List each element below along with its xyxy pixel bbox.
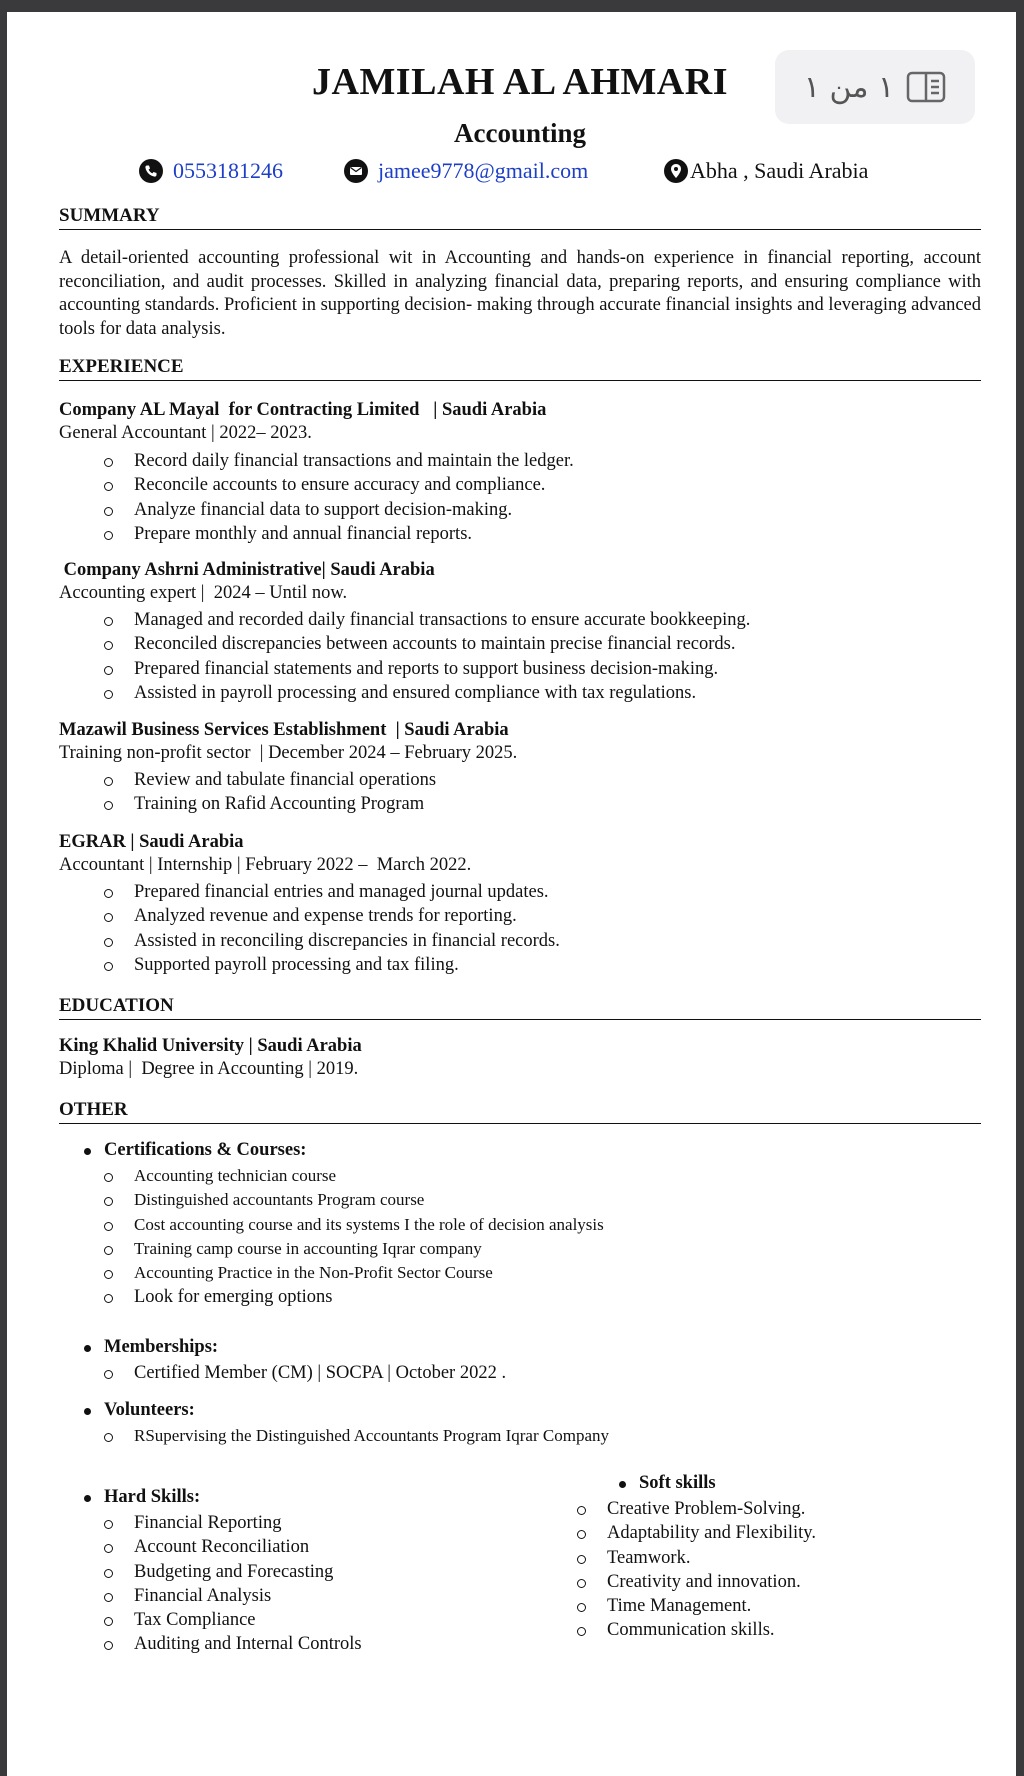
candidate-role: Accounting [453, 118, 586, 148]
list-item: Budgeting and Forecasting [104, 1560, 362, 1584]
phone-icon [139, 159, 163, 183]
list-item: Managed and recorded daily financial transactions to ensure accurate bookkeeping. [104, 608, 750, 632]
list-item: Prepare monthly and annual financial reports. [104, 522, 574, 546]
job-title: Company AL Mayal for Contracting Limited | Saudi Arabia [59, 400, 547, 420]
email-address[interactable]: jamee9778@gmail.com [378, 158, 589, 183]
list-item: Assisted in reconciling discrepancies in financial records. [104, 929, 560, 953]
job-bullets [104, 880, 560, 977]
list-item: Analyze financial data to support decision-making. [104, 498, 574, 522]
list-item: RSupervising the Distinguished Accountants Program Iqrar Company [104, 1424, 609, 1448]
email-icon [344, 159, 368, 183]
experience-heading: EXPERIENCE [59, 356, 981, 381]
list-item: Distinguished accountants Program course [104, 1188, 604, 1212]
list-item: Prepared financial statements and reports to support business decision-making. [104, 657, 750, 681]
degree-text: Diploma | Degree in Accounting | 2019. [59, 1059, 359, 1079]
location-pin-icon [664, 159, 688, 183]
list-item: Teamwork. [577, 1546, 816, 1570]
list-item: Accounting Practice in the Non-Profit Sector Course [104, 1261, 604, 1285]
list-item: Review and tabulate financial operations [104, 768, 436, 792]
job-subtitle: Accountant | Internship | February 2022 – March 2022. [59, 855, 472, 875]
hard-skills-list [104, 1511, 362, 1657]
soft-skills-list [577, 1497, 816, 1643]
page-indicator-label: ١ من ١ [803, 69, 895, 105]
resume-page [7, 12, 1016, 1776]
phone-number[interactable]: 0553181246 [173, 158, 283, 183]
list-item: Creative Problem-Solving. [577, 1497, 816, 1521]
list-item: Certified Member (CM) | SOCPA | October 2022 . [104, 1361, 506, 1385]
soft-skills-heading: Soft skills [594, 1473, 716, 1494]
job-bullets [104, 449, 574, 546]
location-text: Abha , Saudi Arabia [690, 158, 869, 183]
list-item: Training camp course in accounting Iqrar company [104, 1237, 604, 1261]
list-item: Assisted in payroll processing and ensured compliance with tax regulations. [104, 681, 750, 705]
list-item: Analyzed revenue and expense trends for reporting. [104, 904, 560, 928]
volunteers-list [104, 1424, 609, 1448]
list-item: Training on Rafid Accounting Program [104, 792, 436, 816]
phone-contact[interactable] [139, 158, 283, 184]
job-title: Company Ashrni Administrative| Saudi Arabia [59, 560, 435, 580]
email-contact[interactable] [344, 158, 588, 184]
summary-text: A detail-oriented accounting professional wit in Accounting and hands-on experience in financial reporting, account reconciliation, and audit processes. Skilled in analyzing financial data, preparing reports, and ensuring compliance with accounting standards. Proficient in supporting decision- making through accurate financial insights and leveraging advanced tools for data analysis. [59, 248, 981, 339]
list-item: Account Reconciliation [104, 1535, 362, 1559]
job-subtitle: Accounting expert | 2024 – Until now. [59, 583, 348, 603]
list-item: Prepared financial entries and managed journal updates. [104, 880, 560, 904]
job-title: Mazawil Business Services Establishment | Saudi Arabia [59, 720, 509, 740]
summary-heading: SUMMARY [59, 205, 981, 230]
list-item: Supported payroll processing and tax filing. [104, 953, 560, 977]
education-heading: EDUCATION [59, 995, 981, 1020]
memberships-list [104, 1361, 506, 1385]
list-item: Accounting technician course [104, 1164, 604, 1188]
list-item: Financial Analysis [104, 1584, 362, 1608]
hard-skills-heading: Hard Skills: [59, 1487, 200, 1508]
job-title: EGRAR | Saudi Arabia [59, 832, 244, 852]
list-item: Communication skills. [577, 1618, 816, 1642]
list-item: Auditing and Internal Controls [104, 1632, 362, 1656]
certifications-list [104, 1164, 604, 1310]
list-item: Cost accounting course and its systems I the role of decision analysis [104, 1213, 604, 1237]
certifications-heading: Certifications & Courses: [59, 1140, 306, 1161]
memberships-heading: Memberships: [59, 1337, 218, 1358]
volunteers-heading: Volunteers: [59, 1400, 195, 1421]
job-subtitle: General Accountant | 2022– 2023. [59, 423, 312, 443]
candidate-name: JAMILAH AL AHMARI [312, 61, 728, 103]
list-item: Reconciled discrepancies between accounts to maintain precise financial records. [104, 632, 750, 656]
list-item: Reconcile accounts to ensure accuracy and compliance. [104, 473, 574, 497]
job-bullets [104, 608, 750, 705]
job-subtitle: Training non-profit sector | December 2024 – February 2025. [59, 743, 518, 763]
list-item: Look for emerging options [104, 1285, 604, 1309]
list-item: Adaptability and Flexibility. [577, 1521, 816, 1545]
list-item: Tax Compliance [104, 1608, 362, 1632]
job-bullets [104, 768, 436, 817]
location-contact [664, 158, 868, 184]
other-heading: OTHER [59, 1099, 981, 1124]
list-item: Creativity and innovation. [577, 1570, 816, 1594]
list-item: Record daily financial transactions and maintain the ledger. [104, 449, 574, 473]
school-name: King Khalid University | Saudi Arabia [59, 1036, 362, 1056]
contact-row [59, 158, 981, 188]
list-item: Financial Reporting [104, 1511, 362, 1535]
list-item: Time Management. [577, 1594, 816, 1618]
